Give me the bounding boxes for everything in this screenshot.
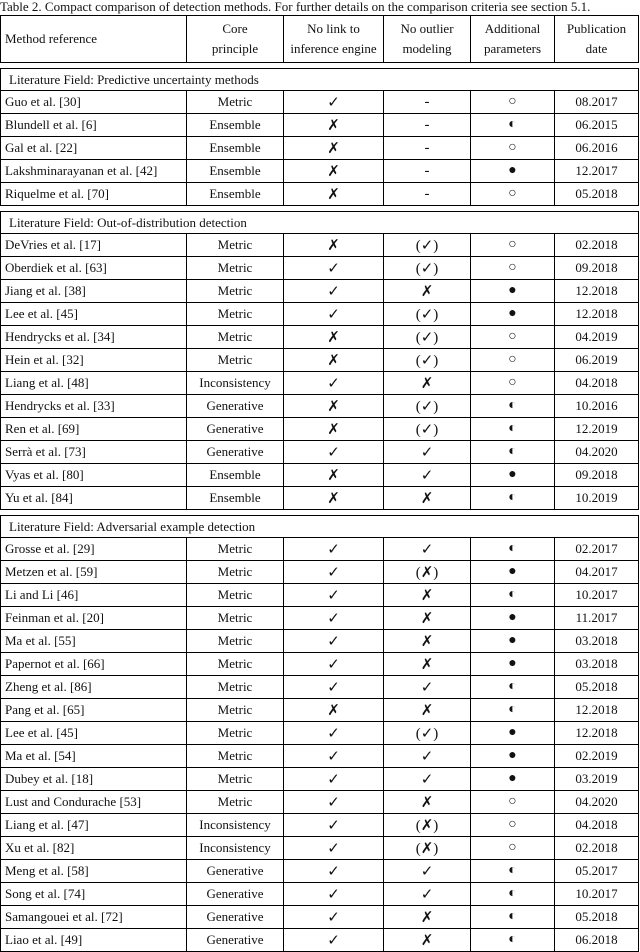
date-cell: 06.2015 xyxy=(555,114,639,137)
no-link-cell: ✓ xyxy=(284,280,384,303)
date-cell: 11.2017 xyxy=(555,607,639,630)
params-cell: ◐ xyxy=(471,441,555,464)
table-row xyxy=(1,699,639,722)
table-row xyxy=(1,561,639,584)
principle-cell: Metric xyxy=(187,303,284,326)
method-cell: Serrà et al. [73] xyxy=(1,441,187,464)
method-cell: Papernot et al. [66] xyxy=(1,653,187,676)
table-row xyxy=(1,607,639,630)
table-row xyxy=(1,160,639,183)
no-outlier-cell: (✓) xyxy=(384,349,471,372)
no-link-cell: ✓ xyxy=(284,303,384,326)
no-outlier-cell: ✗ xyxy=(384,699,471,722)
date-cell: 12.2019 xyxy=(555,418,639,441)
principle-cell: Metric xyxy=(187,722,284,745)
no-link-cell: ✓ xyxy=(284,791,384,814)
date-cell: 06.2019 xyxy=(555,349,639,372)
principle-cell: Generative xyxy=(187,441,284,464)
no-link-cell: ✓ xyxy=(284,584,384,607)
method-cell: Feinman et al. [20] xyxy=(1,607,187,630)
method-cell: Hendrycks et al. [33] xyxy=(1,395,187,418)
principle-cell: Metric xyxy=(187,91,284,114)
no-outlier-cell: ✓ xyxy=(384,538,471,561)
params-cell: ○ xyxy=(471,234,555,257)
no-link-cell: ✗ xyxy=(284,137,384,160)
section-title: Literature Field: Adversarial example detection xyxy=(1,516,639,538)
principle-cell: Metric xyxy=(187,676,284,699)
params-cell: ○ xyxy=(471,257,555,280)
params-cell: ◐ xyxy=(471,418,555,441)
no-outlier-cell: ✗ xyxy=(384,607,471,630)
no-outlier-cell: (✓) xyxy=(384,722,471,745)
params-cell: ◐ xyxy=(471,883,555,906)
principle-cell: Generative xyxy=(187,395,284,418)
comparison-table xyxy=(0,15,639,952)
method-cell: Hendrycks et al. [34] xyxy=(1,326,187,349)
date-cell: 02.2018 xyxy=(555,234,639,257)
no-outlier-cell: ✗ xyxy=(384,630,471,653)
no-outlier-cell: ✗ xyxy=(384,584,471,607)
principle-cell: Metric xyxy=(187,561,284,584)
method-cell: Ma et al. [54] xyxy=(1,745,187,768)
params-cell: ◐ xyxy=(471,487,555,510)
table-row xyxy=(1,183,639,206)
no-link-cell: ✓ xyxy=(284,745,384,768)
method-cell: Hein et al. [32] xyxy=(1,349,187,372)
principle-cell: Metric xyxy=(187,791,284,814)
date-cell: 12.2017 xyxy=(555,160,639,183)
no-link-cell: ✓ xyxy=(284,929,384,952)
table-row xyxy=(1,768,639,791)
table-row xyxy=(1,791,639,814)
date-cell: 03.2019 xyxy=(555,768,639,791)
date-cell: 02.2018 xyxy=(555,837,639,860)
header-method: Method reference xyxy=(1,16,187,63)
no-outlier-cell: ✓ xyxy=(384,768,471,791)
no-link-cell: ✓ xyxy=(284,607,384,630)
table-row xyxy=(1,814,639,837)
no-link-cell: ✓ xyxy=(284,768,384,791)
table-row xyxy=(1,487,639,510)
table-row xyxy=(1,234,639,257)
params-cell: ● xyxy=(471,653,555,676)
date-cell: 06.2016 xyxy=(555,137,639,160)
table-row xyxy=(1,584,639,607)
method-cell: Riquelme et al. [70] xyxy=(1,183,187,206)
table-row xyxy=(1,349,639,372)
params-cell: ● xyxy=(471,280,555,303)
no-outlier-cell: ✗ xyxy=(384,372,471,395)
header-additional-parameters: Additional parameters xyxy=(471,16,555,63)
no-link-cell: ✓ xyxy=(284,538,384,561)
params-cell: ● xyxy=(471,303,555,326)
no-link-cell: ✗ xyxy=(284,418,384,441)
principle-cell: Inconsistency xyxy=(187,372,284,395)
method-cell: Zheng et al. [86] xyxy=(1,676,187,699)
method-cell: Liao et al. [49] xyxy=(1,929,187,952)
params-cell: ○ xyxy=(471,791,555,814)
table-row xyxy=(1,280,639,303)
no-outlier-cell: (✗) xyxy=(384,561,471,584)
principle-cell: Metric xyxy=(187,653,284,676)
method-cell: Ren et al. [69] xyxy=(1,418,187,441)
table-row xyxy=(1,326,639,349)
params-cell: ● xyxy=(471,561,555,584)
params-cell: ◐ xyxy=(471,584,555,607)
principle-cell: Metric xyxy=(187,584,284,607)
principle-cell: Metric xyxy=(187,234,284,257)
params-cell: ● xyxy=(471,607,555,630)
section-header-row xyxy=(1,212,639,234)
principle-cell: Metric xyxy=(187,699,284,722)
principle-cell: Ensemble xyxy=(187,487,284,510)
no-outlier-cell: (✓) xyxy=(384,326,471,349)
no-outlier-cell: (✓) xyxy=(384,303,471,326)
table-row xyxy=(1,653,639,676)
table-row xyxy=(1,418,639,441)
principle-cell: Metric xyxy=(187,768,284,791)
principle-cell: Inconsistency xyxy=(187,814,284,837)
header-publication-date: Publication date xyxy=(555,16,639,63)
date-cell: 04.2018 xyxy=(555,372,639,395)
date-cell: 10.2017 xyxy=(555,584,639,607)
params-cell: ○ xyxy=(471,349,555,372)
method-cell: Metzen et al. [59] xyxy=(1,561,187,584)
principle-cell: Ensemble xyxy=(187,114,284,137)
header-row xyxy=(1,16,639,63)
no-outlier-cell: ✗ xyxy=(384,906,471,929)
no-outlier-cell: (✗) xyxy=(384,814,471,837)
params-cell: ○ xyxy=(471,326,555,349)
params-cell: ○ xyxy=(471,91,555,114)
method-cell: Pang et al. [65] xyxy=(1,699,187,722)
params-cell: ◐ xyxy=(471,395,555,418)
params-cell: ○ xyxy=(471,814,555,837)
method-cell: Grosse et al. [29] xyxy=(1,538,187,561)
table-row xyxy=(1,372,639,395)
params-cell: ● xyxy=(471,768,555,791)
no-outlier-cell: ✓ xyxy=(384,441,471,464)
params-cell: ◐ xyxy=(471,538,555,561)
principle-cell: Metric xyxy=(187,745,284,768)
date-cell: 10.2017 xyxy=(555,883,639,906)
no-outlier-cell: ✗ xyxy=(384,487,471,510)
date-cell: 06.2018 xyxy=(555,929,639,952)
no-link-cell: ✗ xyxy=(284,183,384,206)
no-link-cell: ✓ xyxy=(284,722,384,745)
table-row xyxy=(1,630,639,653)
no-outlier-cell: (✓) xyxy=(384,257,471,280)
date-cell: 04.2020 xyxy=(555,441,639,464)
no-link-cell: ✓ xyxy=(284,883,384,906)
no-outlier-cell: - xyxy=(384,137,471,160)
method-cell: Vyas et al. [80] xyxy=(1,464,187,487)
method-cell: Gal et al. [22] xyxy=(1,137,187,160)
principle-cell: Generative xyxy=(187,883,284,906)
method-cell: Yu et al. [84] xyxy=(1,487,187,510)
table-row xyxy=(1,395,639,418)
no-link-cell: ✓ xyxy=(284,441,384,464)
table-row xyxy=(1,883,639,906)
date-cell: 05.2018 xyxy=(555,183,639,206)
method-cell: Song et al. [74] xyxy=(1,883,187,906)
date-cell: 05.2018 xyxy=(555,906,639,929)
table-body xyxy=(1,63,639,952)
date-cell: 05.2018 xyxy=(555,676,639,699)
principle-cell: Generative xyxy=(187,418,284,441)
params-cell: ◐ xyxy=(471,860,555,883)
no-outlier-cell: ✓ xyxy=(384,860,471,883)
date-cell: 04.2018 xyxy=(555,814,639,837)
params-cell: ● xyxy=(471,745,555,768)
params-cell: ● xyxy=(471,160,555,183)
principle-cell: Ensemble xyxy=(187,160,284,183)
method-cell: Jiang et al. [38] xyxy=(1,280,187,303)
principle-cell: Ensemble xyxy=(187,137,284,160)
date-cell: 02.2019 xyxy=(555,745,639,768)
no-outlier-cell: ✓ xyxy=(384,745,471,768)
params-cell: ● xyxy=(471,630,555,653)
method-cell: Li and Li [46] xyxy=(1,584,187,607)
no-outlier-cell: ✗ xyxy=(384,791,471,814)
table-row xyxy=(1,906,639,929)
principle-cell: Generative xyxy=(187,929,284,952)
header-core-principle: Core principle xyxy=(187,16,284,63)
no-outlier-cell: ✓ xyxy=(384,464,471,487)
no-outlier-cell: ✗ xyxy=(384,653,471,676)
principle-cell: Inconsistency xyxy=(187,837,284,860)
no-link-cell: ✗ xyxy=(284,699,384,722)
no-outlier-cell: ✗ xyxy=(384,280,471,303)
no-link-cell: ✗ xyxy=(284,395,384,418)
params-cell: ● xyxy=(471,722,555,745)
no-link-cell: ✓ xyxy=(284,630,384,653)
date-cell: 10.2016 xyxy=(555,395,639,418)
table-row xyxy=(1,91,639,114)
principle-cell: Generative xyxy=(187,860,284,883)
params-cell: ◐ xyxy=(471,699,555,722)
method-cell: Meng et al. [58] xyxy=(1,860,187,883)
section-header-row xyxy=(1,516,639,538)
method-cell: DeVries et al. [17] xyxy=(1,234,187,257)
no-link-cell: ✓ xyxy=(284,257,384,280)
date-cell: 08.2017 xyxy=(555,91,639,114)
method-cell: Oberdiek et al. [63] xyxy=(1,257,187,280)
no-link-cell: ✓ xyxy=(284,860,384,883)
method-cell: Liang et al. [48] xyxy=(1,372,187,395)
method-cell: Guo et al. [30] xyxy=(1,91,187,114)
principle-cell: Metric xyxy=(187,349,284,372)
params-cell: ◐ xyxy=(471,114,555,137)
date-cell: 10.2019 xyxy=(555,487,639,510)
params-cell: ○ xyxy=(471,837,555,860)
principle-cell: Metric xyxy=(187,607,284,630)
no-outlier-cell: ✓ xyxy=(384,883,471,906)
table-row xyxy=(1,837,639,860)
date-cell: 12.2018 xyxy=(555,303,639,326)
params-cell: ◐ xyxy=(471,929,555,952)
no-link-cell: ✓ xyxy=(284,653,384,676)
table-row xyxy=(1,464,639,487)
table-row xyxy=(1,722,639,745)
no-outlier-cell: - xyxy=(384,183,471,206)
table-row xyxy=(1,745,639,768)
date-cell: 09.2018 xyxy=(555,257,639,280)
no-outlier-cell: (✓) xyxy=(384,234,471,257)
date-cell: 04.2019 xyxy=(555,326,639,349)
date-cell: 02.2017 xyxy=(555,538,639,561)
date-cell: 03.2018 xyxy=(555,630,639,653)
no-link-cell: ✓ xyxy=(284,372,384,395)
params-cell: ○ xyxy=(471,372,555,395)
table-row xyxy=(1,929,639,952)
date-cell: 12.2018 xyxy=(555,722,639,745)
no-link-cell: ✗ xyxy=(284,234,384,257)
principle-cell: Metric xyxy=(187,630,284,653)
table-row xyxy=(1,538,639,561)
table-row xyxy=(1,114,639,137)
header-no-link: No link to inference engine xyxy=(284,16,384,63)
principle-cell: Metric xyxy=(187,326,284,349)
table-row xyxy=(1,137,639,160)
no-link-cell: ✓ xyxy=(284,91,384,114)
method-cell: Samangouei et al. [72] xyxy=(1,906,187,929)
date-cell: 04.2020 xyxy=(555,791,639,814)
params-cell: ○ xyxy=(471,137,555,160)
table-row xyxy=(1,860,639,883)
principle-cell: Ensemble xyxy=(187,464,284,487)
params-cell: ◐ xyxy=(471,906,555,929)
method-cell: Dubey et al. [18] xyxy=(1,768,187,791)
date-cell: 09.2018 xyxy=(555,464,639,487)
method-cell: Lee et al. [45] xyxy=(1,303,187,326)
date-cell: 12.2018 xyxy=(555,280,639,303)
table-row xyxy=(1,257,639,280)
params-cell: ● xyxy=(471,464,555,487)
params-cell: ○ xyxy=(471,183,555,206)
method-cell: Lee et al. [45] xyxy=(1,722,187,745)
section-header-row xyxy=(1,69,639,91)
principle-cell: Metric xyxy=(187,538,284,561)
method-cell: Xu et al. [82] xyxy=(1,837,187,860)
date-cell: 04.2017 xyxy=(555,561,639,584)
no-link-cell: ✗ xyxy=(284,160,384,183)
no-outlier-cell: (✓) xyxy=(384,395,471,418)
no-outlier-cell: (✓) xyxy=(384,418,471,441)
table-row xyxy=(1,676,639,699)
no-link-cell: ✗ xyxy=(284,464,384,487)
method-cell: Liang et al. [47] xyxy=(1,814,187,837)
method-cell: Blundell et al. [6] xyxy=(1,114,187,137)
no-link-cell: ✓ xyxy=(284,676,384,699)
date-cell: 05.2017 xyxy=(555,860,639,883)
date-cell: 03.2018 xyxy=(555,653,639,676)
no-outlier-cell: - xyxy=(384,91,471,114)
principle-cell: Ensemble xyxy=(187,183,284,206)
no-link-cell: ✗ xyxy=(284,114,384,137)
no-outlier-cell: - xyxy=(384,160,471,183)
no-link-cell: ✗ xyxy=(284,326,384,349)
no-outlier-cell: - xyxy=(384,114,471,137)
principle-cell: Metric xyxy=(187,280,284,303)
method-cell: Lakshminarayanan et al. [42] xyxy=(1,160,187,183)
no-outlier-cell: (✗) xyxy=(384,837,471,860)
params-cell: ◐ xyxy=(471,676,555,699)
method-cell: Ma et al. [55] xyxy=(1,630,187,653)
method-cell: Lust and Condurache [53] xyxy=(1,791,187,814)
principle-cell: Metric xyxy=(187,257,284,280)
no-link-cell: ✗ xyxy=(284,487,384,510)
no-link-cell: ✓ xyxy=(284,906,384,929)
date-cell: 12.2018 xyxy=(555,699,639,722)
no-link-cell: ✓ xyxy=(284,561,384,584)
principle-cell: Generative xyxy=(187,906,284,929)
table-caption: Table 2. Compact comparison of detection methods. For further details on the comparison criteria see section 5.1. xyxy=(0,0,591,14)
no-outlier-cell: ✓ xyxy=(384,676,471,699)
no-outlier-cell: ✗ xyxy=(384,929,471,952)
table-row xyxy=(1,441,639,464)
table-row xyxy=(1,303,639,326)
no-link-cell: ✓ xyxy=(284,814,384,837)
section-title: Literature Field: Out-of-distribution detection xyxy=(1,212,639,234)
section-title: Literature Field: Predictive uncertainty methods xyxy=(1,69,639,91)
no-link-cell: ✗ xyxy=(284,349,384,372)
no-link-cell: ✓ xyxy=(284,837,384,860)
header-no-outlier: No outlier modeling xyxy=(384,16,471,63)
